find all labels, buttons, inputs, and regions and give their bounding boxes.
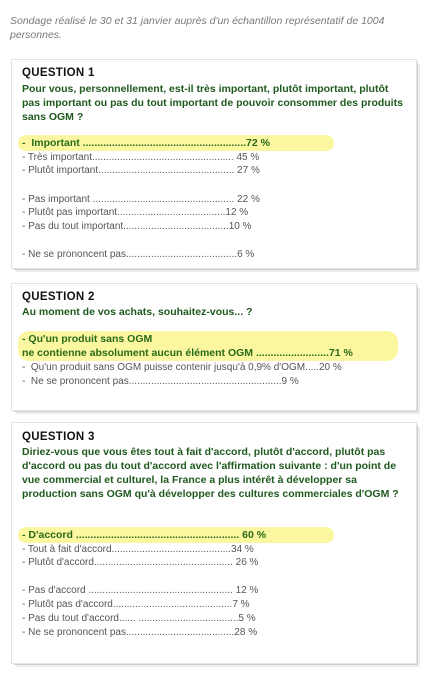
question-3-highlight-text: - D'accord ........................................................ 60 % [22,529,267,541]
q3-row-pas-du-tout-d-accord: - Pas du tout d'accord...... ....................................5 % [22,613,256,624]
intro-note: Sondage réalisé le 30 et 31 janvier auprès d'un échantillon représentatif de 1004 personnes. [10,15,385,41]
question-2-title: QUESTION 2 [22,291,95,303]
question-1-text: Pour vous, personnellement, est-il très important, plutôt important, plutôt pas important ou pas du tout important de pouvoir consommer des produits sans OGM ? [22,83,403,123]
q3-row-plutot-d-accord: - Plutôt d'accord.................................................. 26 % [22,557,259,568]
q3-row-plutot-pas-d-accord: - Plutôt pas d'accord...........................................7 % [22,599,250,610]
question-3-title: QUESTION 3 [22,431,95,443]
q1-row-plutot-important: - Plutôt important................................................. 27 % [22,165,260,176]
q1-row-plutot-pas-important: - Plutôt pas important.......................................12 % [22,207,249,218]
q2-row-ne-se-prononcent-pas: - Ne se prononcent pas.......................................................9 % [22,376,299,387]
question-2-text: Au moment de vos achats, souhaitez-vous... ? [22,306,253,318]
q1-row-pas-important: - Pas important ................................................... 22 % [22,194,260,205]
question-2-card [12,284,416,410]
question-3-text: Diriez-vous que vous êtes tout à fait d'accord, plutôt d'accord, plutôt pas d'accord ou pas du tout d'accord avec l'affirmation suivante : d'un point de vue commercial et culturel, la France a plus intérêt à développer sa production sans OGM qu'à développer des cultures commerciales d'OGM ? [22,446,399,500]
q3-row-pas-d-accord: - Pas d'accord .................................................... 12 % [22,585,259,596]
q1-row-pas-du-tout-important: - Pas du tout important......................................10 % [22,221,252,232]
question-2-highlight-text: - Qu'un produit sans OGM ne contienne absolument aucun élément OGM .........................71 % [22,333,353,359]
question-1-title: QUESTION 1 [22,67,95,79]
q3-row-ne-se-prononcent-pas: - Ne se prononcent pas.......................................28 % [22,627,258,638]
q1-row-ne-se-prononcent-pas: - Ne se prononcent pas........................................6 % [22,249,255,260]
question-3-card [12,423,416,663]
q1-row-tres-important: - Très important................................................... 45 % [22,152,260,163]
q3-row-tout-a-fait-d-accord: - Tout à fait d'accord...........................................34 % [22,544,254,555]
question-1-card [12,60,416,268]
q2-row-jusqu-a-0-9: - Qu'un produit sans OGM puisse contenir jusqu'à 0,9% d'OGM.....20 % [22,362,342,373]
question-1-highlight-text: - Important ........................................................72 % [22,137,270,149]
